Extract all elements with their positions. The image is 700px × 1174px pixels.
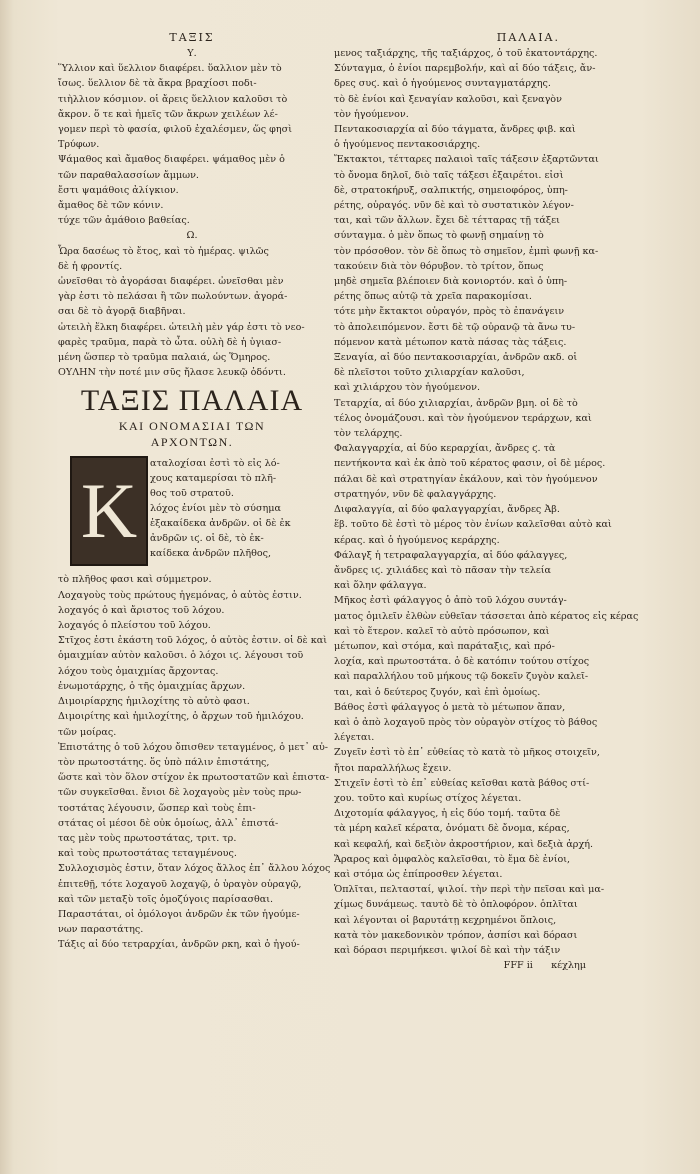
text-line: κέρας. καὶ ὁ ἡγούμενος κεράρχης. (334, 534, 500, 546)
text-line: τότε μὴν ἔκτακτοι οὐραγόν, πρὸς τὸ ἐπανάγειν (334, 306, 565, 318)
text-line: τὸν πρωτοστάτης. ὅς ὑπὸ πάλιν ἐπιστάτης, (58, 756, 270, 768)
text-line: κατὰ τὸν μακεδονικὸν τρόπον, ἀσπίσι καὶ δόρασι (334, 929, 578, 941)
text-line: ἔστι ψαμάθοις ἀλίγκιον. (58, 184, 179, 196)
text-line: ται, καὶ τῶν ἄλλων. ἔχει δὲ τέτταρας τῇ τάξει (334, 215, 560, 227)
text-line: Φάλαγξ ἡ τετραφαλαγγαρχία, αἱ δύο φάλαγγες, (334, 549, 568, 561)
text-line: τὰ μέρη καλεῖ κέρατα, ὀνόματι δὲ ὄνομα, κέρας, (334, 823, 570, 835)
text-line: γὰρ ἐστι τὸ πελάσαι ἢ τῶν πωλούντων. ἀγορά- (58, 291, 288, 303)
text-line: τύχε τῶν ἀμάθοιο βαθείας. (58, 215, 190, 227)
running-head-right: ΠΑΛΑΙΑ. (496, 31, 560, 44)
text-line: θος τοῦ στρατοῦ. (150, 488, 234, 500)
text-line: Ὧρα δασέως τὸ ἔτος, καὶ τὸ ἡμέρας. ψιλῶς (58, 245, 269, 257)
text-line: Λοχαγοὺς τοὺς πρώτους ἡγεμόνας, ὁ αὐτὸς ἐστιν. (58, 589, 302, 601)
text-line: καὶ ὅλην φάλαγγα. (334, 580, 427, 592)
text-line: Ἐπιστάτης ὁ τοῦ λόχου ὄπισθεν τεταγμένος, ὁ μετ᾽ αὐ- (58, 741, 329, 753)
text-line: νων παραστάτης. (58, 924, 144, 936)
text-line: καὶ παραλλήλου τοῦ μήκους τῷ δοκεῖν ζυγὸν καλεῖ- (334, 671, 589, 683)
text-line: πόμενον κατὰ μέτωπον κατὰ πάσας τὰς τάξεις. (334, 336, 567, 348)
text-line: Στιχεῖν ἐστὶ τὸ ἐπ᾽ εὐθείας κεῖσθαι κατὰ βάθος στί- (334, 777, 590, 789)
text-line: Διμοιρίτης καὶ ἡμιλοχίτης, ὁ ἄρχων τοῦ ἡμιλόχου. (58, 711, 304, 723)
text-line: τακούειν διὰ τὸν θόρυβον. τὸ τρίτον, ὅπως (334, 260, 544, 272)
text-line: ὥστε καὶ τὸν ὅλον στίχον ἐκ πρωτοστατῶν καὶ ἐπιστα- (58, 772, 330, 784)
text-line: τὸ ὄνομα δηλοῖ, διὸ ταῖς τάξεσι ἐξαιρέτοι. εἰσὶ (334, 169, 564, 181)
text-line: μηδὲ σημεῖα βλέποιεν διὰ κονιορτόν. καὶ ὁ ὑπη- (334, 276, 568, 288)
text-line: σαι δὲ τὸ ἀγορᾷ διαβῆναι. (58, 306, 186, 318)
text-line: χους καταμερίσαι τὸ πλῆ- (150, 473, 277, 485)
blank-lower-margin (0, 990, 700, 1174)
section-subtitle-line2: ΑΡΧΟΝΤΩΝ. (150, 435, 234, 450)
text-line: δρες συϛ. καὶ ὁ ἡγούμενος συνταγματάρχης. (334, 78, 551, 90)
decorated-initial-block (58, 456, 326, 570)
text-line: ἑξακαίδεκα ἀνδρῶν. οἱ δὲ ἐκ (150, 518, 291, 530)
text-line: σύνταγμα. ὁ μὲν ὅπως τὸ φωνῇ σημαίνῃ τὸ (334, 230, 544, 242)
right-column (334, 30, 639, 973)
text-line: τας μὲν τοὺς πρωτοστάτας, τριτ. τρ. (58, 832, 237, 844)
text-line: γομεν περὶ τὸ φασία, φιλοῦ ἐχαλέσμεν, ὥς φησὶ (58, 124, 292, 136)
text-line: Βάθος ἐστὶ φάλαγγος ὁ μετὰ τὸ μέτωπον ἅπαν, (334, 701, 566, 713)
text-line: Ζυγεῖν ἐστὶ τὸ ἐπ᾽ εὐθείας τὸ κατὰ τὸ μῆκος στοιχεῖν, (334, 747, 600, 759)
text-line: μέτωπον, καὶ στόμα, καὶ παράταξις, καὶ πρό- (334, 640, 555, 652)
text-line: ὁμαιχμίαν αὐτὸν καλοῦσι. ὁ λόχοι ιϛ. λέγουσι τοῦ (58, 650, 304, 662)
text-line: τὸν ἡγούμενον. (334, 108, 409, 120)
text-line: Τρύφων. (58, 139, 100, 151)
text-line: μένη ὥσπερ τὸ τραῦμα παλαιά, ὡς Ὅμηρος. (58, 352, 271, 364)
text-line: Ψάμαθος καὶ ἄμαθος διαφέρει. ψάμαθος μὲν ὁ (58, 154, 285, 166)
text-line: στάτας οἱ μέσοι δὲ οὐκ ὁμοίως, ἀλλ᾽ ἐπιστά- (58, 817, 279, 829)
text-line: Διφαλαγγία, αἱ δύο φαλαγγαρχίαι, ἄνδρες Ἀβ. (334, 504, 560, 516)
left-column (58, 30, 331, 953)
text-line: ἄμαθος δὲ τῶν κόνιν. (58, 200, 164, 212)
text-line: τὸν πρόσοθον. τὸν δὲ ὅπως τὸ σημεῖον, ἐμπὶ φωνῇ κα- (334, 245, 599, 257)
text-line: Παραστάται, οἱ ὁμόλογοι ἀνδρῶν ἐκ τῶν ἡγούμε- (58, 908, 300, 920)
text-line: λοχαγός ὁ καὶ ἄριστος τοῦ λόχου. (58, 604, 225, 616)
right-text (334, 46, 639, 958)
text-line: πεντήκοντα καὶ ἐκ ἀπὸ τοῦ κέρατος φασιν, οἱ δὲ μέρος. (334, 458, 606, 470)
text-line: ὁ ἡγούμενος πεντακοσιάρχης. (334, 139, 481, 151)
text-line: καὶ δόρασι περιμήκεσι. ψιλοί δὲ καὶ τὴν τάξιν (334, 944, 561, 956)
text-line: καὶ κεφαλή, καὶ δεξιὸν ἀκροστήριον, καὶ δεξιὰ ἀρχή. (334, 838, 594, 850)
text-line: ἴσως. ὕελλιον δὲ τὰ ἄκρα βραχίοσι ποδι- (58, 78, 257, 90)
text-line: τὸ πλῆθος φασι καὶ σύμμετρον. (58, 574, 212, 586)
text-line: τέλος ὀνομάζουσι. καὶ τὸν ἡγούμενον τεράρχων, καὶ (334, 412, 592, 424)
text-line: τιὴλλιον κόσμιον. οἱ ἄρεις ὕελλιον καλοῦσι τὸ (58, 93, 288, 105)
text-line: καὶ τὸ ἕτερον. καλεῖ τὸ αὐτὸ πρόσωπον, καὶ (334, 625, 550, 637)
text-line: Τάξις αἱ δύο τετραρχίαι, ἀνδρῶν ρκη, καὶ ὁ ἡγού- (58, 939, 300, 951)
text-line: τῶν μοίρας. (58, 726, 117, 738)
text-line: τοστάτας λέγουσιν, ὥσπερ καὶ τοὺς ἐπι- (58, 802, 256, 814)
initial-letter: K (80, 467, 138, 555)
text-line: Ἔκτακτοι, τέτταρες παλαιοὶ ταῖς τάξεσιν ἐξαρτῶνται (334, 154, 599, 166)
text-line: στρατηγόν, νῦν δὲ φαλαγγάρχης. (334, 488, 497, 500)
text-line: λόχος ἐνίοι μὲν τὸ σύσημα (150, 503, 281, 515)
text-line: Διμοιρίαρχης ἡμιλοχίτης τὸ αὐτὸ φασι. (58, 696, 250, 708)
text-line: αταλοχίσαι ἐστὶ τὸ εἰς λό- (150, 458, 280, 470)
text-line: καὶ χιλιάρχου τὸν ἡγούμενον. (334, 382, 481, 394)
signature-mark: FFF ii (503, 960, 533, 972)
text-line: ἄκρον. ὅ τε καὶ ἡμεῖς τῶν ἄκρων χειλέων λέ- (58, 108, 278, 120)
text-line: ρέτης ὅπως αὐτῷ τὰ χρεῖα παρακομίσαι. (334, 291, 532, 303)
text-line: ρέτης, οὐραγός. νῦν δὲ καὶ τὸ συστατικὸν λέγον- (334, 200, 574, 212)
text-line: ὠτειλὴ ἕλκη διαφέρει. ὠτειλὴ μὲν γάρ ἐστι τὸ νεο- (58, 321, 305, 333)
text-line: καὶ τῶν μεταξὺ τοῖς ὁμοζύγοις παρίσασθαι. (58, 893, 274, 905)
text-line: καίδεκα ἀνδρῶν πλῆθος, (150, 548, 272, 560)
section-title: ΤΑΞΙΣ ΠΑΛΑΙΑ (80, 384, 304, 418)
left-text-part3 (58, 572, 331, 952)
text-line: Συλλοχισμὸς ἐστιν, ὅταν λόχος ἄλλος ἐπ᾽ ἄλλου λόχος (58, 863, 331, 875)
text-line: μενος ταξιάρχης, τῆς ταξιάρχος, ὁ τοῦ ἐκατοντάρχης. (334, 48, 598, 59)
text-line: ματος ὁμιλεῖν ἐλθὼν εὐθεῖαν τάσσεται ἀπὸ κέρατος εἰς κέρας (334, 610, 639, 622)
left-text-part2 (58, 244, 326, 381)
text-line: Πεντακοσιαρχία αἱ δύο τάγματα, ἄνδρες φιβ. καὶ (334, 124, 576, 136)
text-line: δὲ πλεῖστοι τοῦτο χιλιαρχίαν καλοῦσι, (334, 367, 525, 379)
text-line: Τεταρχία, αἱ δύο χιλιαρχίαι, ἀνδρῶν βμη. οἱ δὲ τὸ (334, 397, 578, 409)
text-line: καὶ τοὺς πρωτοστάτας τεταγμένους. (58, 848, 237, 860)
text-line: Ὕλλιον καὶ ὕελλιον διαφέρει. ὕαλλιον μὲν τὸ (58, 63, 282, 75)
initial-text (150, 456, 326, 561)
text-line: ἕβ. τοῦτο δὲ ἐστὶ τὸ μέρος τὸν ἐνίων καλεῖσθαι αὐτὸ καὶ (334, 519, 612, 531)
text-line: ἄνδρες ιϛ. χιλιάδες καὶ τὸ πᾶσαν τὴν τελεία (334, 564, 552, 576)
text-line: χίμως δυνάμεως. ταυτὸ δὲ τὸ ὁπλοφόρον. ὁπλῖται (334, 899, 578, 911)
text-line: Μῆκος ἐστὶ φάλαγγος ὁ ἀπὸ τοῦ λόχου συντάγ- (334, 595, 567, 607)
text-line: ΟΥΛΗΝ τὴν ποτέ μιν σῦς ἤλασε λευκῷ ὀδόντι. (58, 367, 286, 379)
letter-heading-omega: Ω. (186, 230, 198, 242)
text-line: Διχοτομία φάλαγγος, ἡ εἰς δύο τομή. ταῦτα δὲ (334, 808, 561, 820)
text-line: ἐπιτεθῇ, τότε λοχαγοῦ λοχαγῷ, ὁ ὑραγὸν οὐραγῷ, (58, 878, 302, 890)
text-line: δὲ, στρατοκήρυξ, σαλπικτής, σημειοφόρος, ὑπη- (334, 184, 568, 196)
text-line: Φαλαγγαρχία, αἱ δύο κεραρχίαι, ἄνδρες ϛ. τὰ (334, 443, 556, 455)
text-line: λοχαγός ὁ πλείστου τοῦ λόχου. (58, 620, 211, 632)
text-line: καὶ στόμα ὡς ἐπίπροσθεν λέγεται. (334, 868, 503, 880)
letter-heading-upsilon: Υ. (187, 48, 197, 59)
catchword: κέχλημ (551, 960, 586, 972)
text-line: ἀνδρῶν ιϛ. οἱ δὲ, τὸ ἐκ- (150, 533, 264, 545)
decorated-initial (70, 456, 148, 566)
text-line: ὠνεῖσθαι τὸ ἀγοράσαι διαφέρει. ὠνεῖσθαι μὲν (58, 276, 284, 288)
text-line: τῶν παραθαλασσίων ἄμμων. (58, 169, 199, 181)
text-line: δὲ ἡ φροντίς. (58, 260, 123, 272)
text-line: καὶ ὁ ἀπὸ λοχαγοῦ πρὸς τὸν οὐραγὸν στίχος τὸ βάθος (334, 716, 598, 728)
text-line: Σύνταγμα, ὁ ἐνίοι παρεμβολήν, καὶ αἱ δύο τάξεις, ἄν- (334, 63, 596, 75)
text-line: λόχου τοὺς ὁμαιχμίας ἄρχοντας. (58, 665, 219, 677)
text-line: Ἄραρος καὶ ὀμφαλὸς καλεῖσθαι, τὸ ἔμα δὲ ἐνίοι, (334, 853, 571, 865)
text-line: ται, καὶ ὁ δεύτερος ζυγόν, καὶ ἐπὶ ὁμοίως. (334, 686, 541, 698)
text-line: Ξεναγία, αἱ δύο πεντακοσιαρχίαι, ἀνδρῶν ακδ. οἱ (334, 352, 578, 364)
text-line: τὸ δὲ ἐνίοι καὶ ξεναγίαν καλοῦσι, καὶ ξεναγὸν (334, 93, 562, 105)
text-line: ἐνωμοτάρχης, ὁ τῆς ὁμαιχμίας ἄρχων. (58, 680, 246, 692)
text-line: λέγεται. (334, 732, 375, 744)
footer-signature-line (334, 958, 596, 973)
text-line: τῶν συγκεῖσθαι. ἔνιοι δὲ λοχαγοὺς μὲν τοὺς πρω- (58, 787, 302, 799)
text-line: λοχία, καὶ πρωτοστάτα. ὁ δὲ κατόπιν τούτου στίχος (334, 656, 590, 668)
text-line: πάλαι δὲ καὶ στρατηγίαν ἐκάλουν, καὶ τὸν ἡγούμενον (334, 473, 598, 485)
text-line: καὶ λέγονται οἱ βαρυτάτῃ κεχρημένοι ὅπλοις, (334, 914, 557, 926)
text-line: τὸν τελάρχης. (334, 428, 403, 440)
left-text-part1 (58, 61, 326, 228)
running-head-left: ΤΑΞΙΣ (169, 31, 215, 44)
text-line: Στῖχος ἐστι ἑκάστη τοῦ λόχος, ὁ αὐτὸς ἐστιν. οἱ δὲ καὶ (58, 635, 327, 647)
text-line: τὸ ἀπολειπόμενον. ἔστι δὲ τῷ οὐρανῷ τὰ ἄνω τυ- (334, 321, 576, 333)
text-line: φαρὲς τραῦμα, παρὰ τὸ ὦτα. οὐλὴ δὲ ἡ ὑγιασ- (58, 336, 282, 348)
text-line: ἤτοι παραλλήλως ἔχειν. (334, 762, 452, 774)
section-subtitle-line1: ΚΑΙ ΟΝΟΜΑΣΙΑΙ ΤΩΝ (118, 419, 266, 434)
text-line: Ὁπλῖται, πελτασταί, ψιλοί. τὴν περὶ τὴν πεῖσαι καὶ μα- (334, 884, 605, 896)
text-line: χου. τοῦτο καὶ κυρίως στίχος λέγεται. (334, 792, 522, 804)
